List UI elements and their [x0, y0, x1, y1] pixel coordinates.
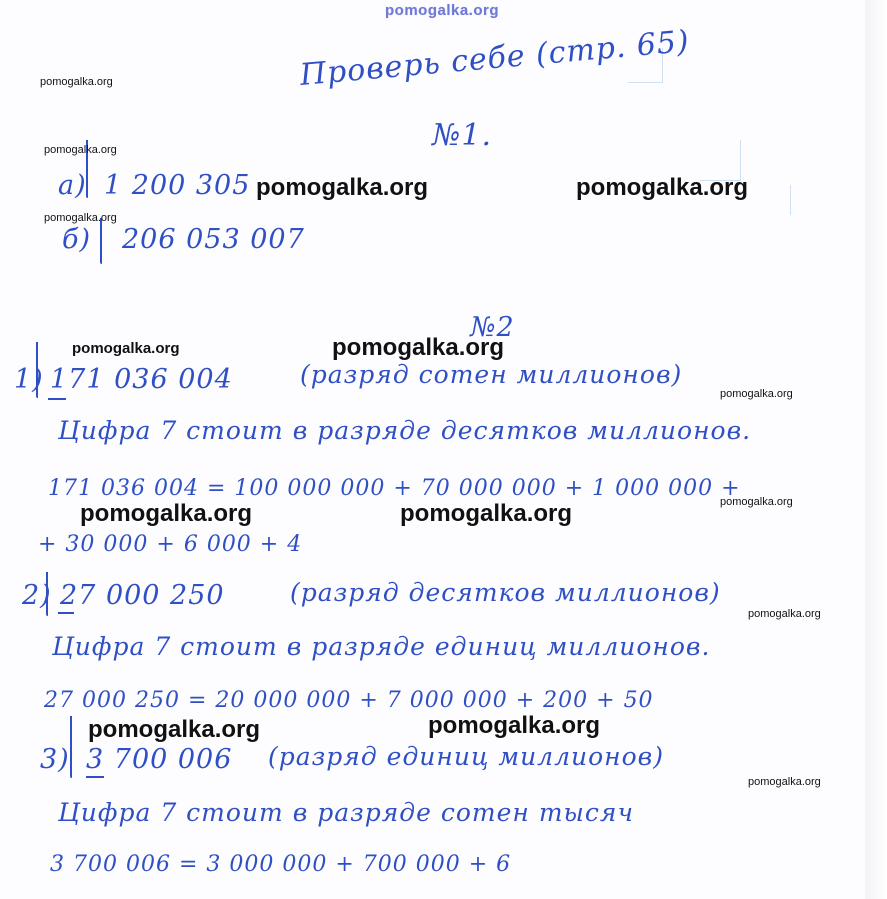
watermark-small: pomogalka.org — [748, 608, 821, 620]
watermark-small: pomogalka.org — [40, 76, 113, 88]
item1-digit-text: Цифра 7 стоит в разряде десятков миллионов. — [58, 416, 752, 445]
item3-digit-text: Цифра 7 стоит в разряде сотен тысяч — [58, 798, 635, 827]
watermark-medium: pomogalka.org — [72, 340, 180, 357]
bracket-mark — [70, 716, 72, 778]
bracket-mark — [36, 342, 38, 398]
watermark-large: pomogalka.org — [256, 174, 429, 201]
item1-expansion-line1: 171 036 004 = 100 000 000 + 70 000 000 + 1 000 000 + — [48, 476, 741, 501]
item2-number: 27 000 250 — [60, 580, 225, 611]
digit-underline — [58, 612, 74, 614]
item1-label: 1) — [14, 364, 44, 395]
item1-rank: (разряд сотен миллионов) — [300, 360, 683, 389]
bracket-mark — [100, 218, 102, 264]
item3-label: 3) — [40, 744, 70, 775]
task2-number: №2 — [470, 312, 515, 343]
digit-underline — [86, 776, 104, 778]
item1-number: 171 036 004 — [50, 364, 233, 395]
page-title: Проверь себе (стр. 65) — [298, 23, 692, 93]
grid-mark — [760, 185, 791, 215]
watermark-small: pomogalka.org — [720, 496, 793, 508]
task1-b-value: 206 053 007 — [122, 224, 305, 255]
task1-b-label: б) — [62, 224, 92, 255]
task1-a-label: а) — [58, 170, 87, 201]
digit-underline — [48, 398, 66, 400]
watermark-large: pomogalka.org — [332, 334, 505, 361]
item3-rank: (разряд единиц миллионов) — [268, 742, 664, 771]
watermark-small: pomogalka.org — [720, 388, 793, 400]
page-edge — [865, 0, 887, 899]
watermark-small: pomogalka.org — [44, 212, 117, 224]
item2-label: 2) — [22, 580, 52, 611]
watermark-large: pomogalka.org — [80, 500, 253, 527]
item2-expansion: 27 000 250 = 20 000 000 + 7 000 000 + 200 + 50 — [44, 688, 654, 713]
item3-number: 3 700 006 — [86, 744, 233, 775]
watermark-small: pomogalka.org — [44, 144, 117, 156]
item1-expansion-line2: + 30 000 + 6 000 + 4 — [38, 532, 303, 557]
watermark-large: pomogalka.org — [88, 716, 261, 743]
watermark-large: pomogalka.org — [576, 174, 749, 201]
watermark-large: pomogalka.org — [400, 500, 573, 527]
bracket-mark — [46, 572, 48, 616]
watermark-large: pomogalka.org — [428, 712, 601, 739]
watermark-small: pomogalka.org — [748, 776, 821, 788]
item2-rank: (разряд десятков миллионов) — [290, 578, 721, 607]
item2-digit-text: Цифра 7 стоит в разряде единиц миллионов. — [52, 632, 711, 661]
top-watermark: pomogalka.org — [385, 2, 500, 19]
task1-number: №1. — [432, 118, 493, 153]
task1-a-value: 1 200 305 — [104, 170, 251, 201]
item3-expansion: 3 700 006 = 3 000 000 + 700 000 + 6 — [50, 852, 512, 877]
